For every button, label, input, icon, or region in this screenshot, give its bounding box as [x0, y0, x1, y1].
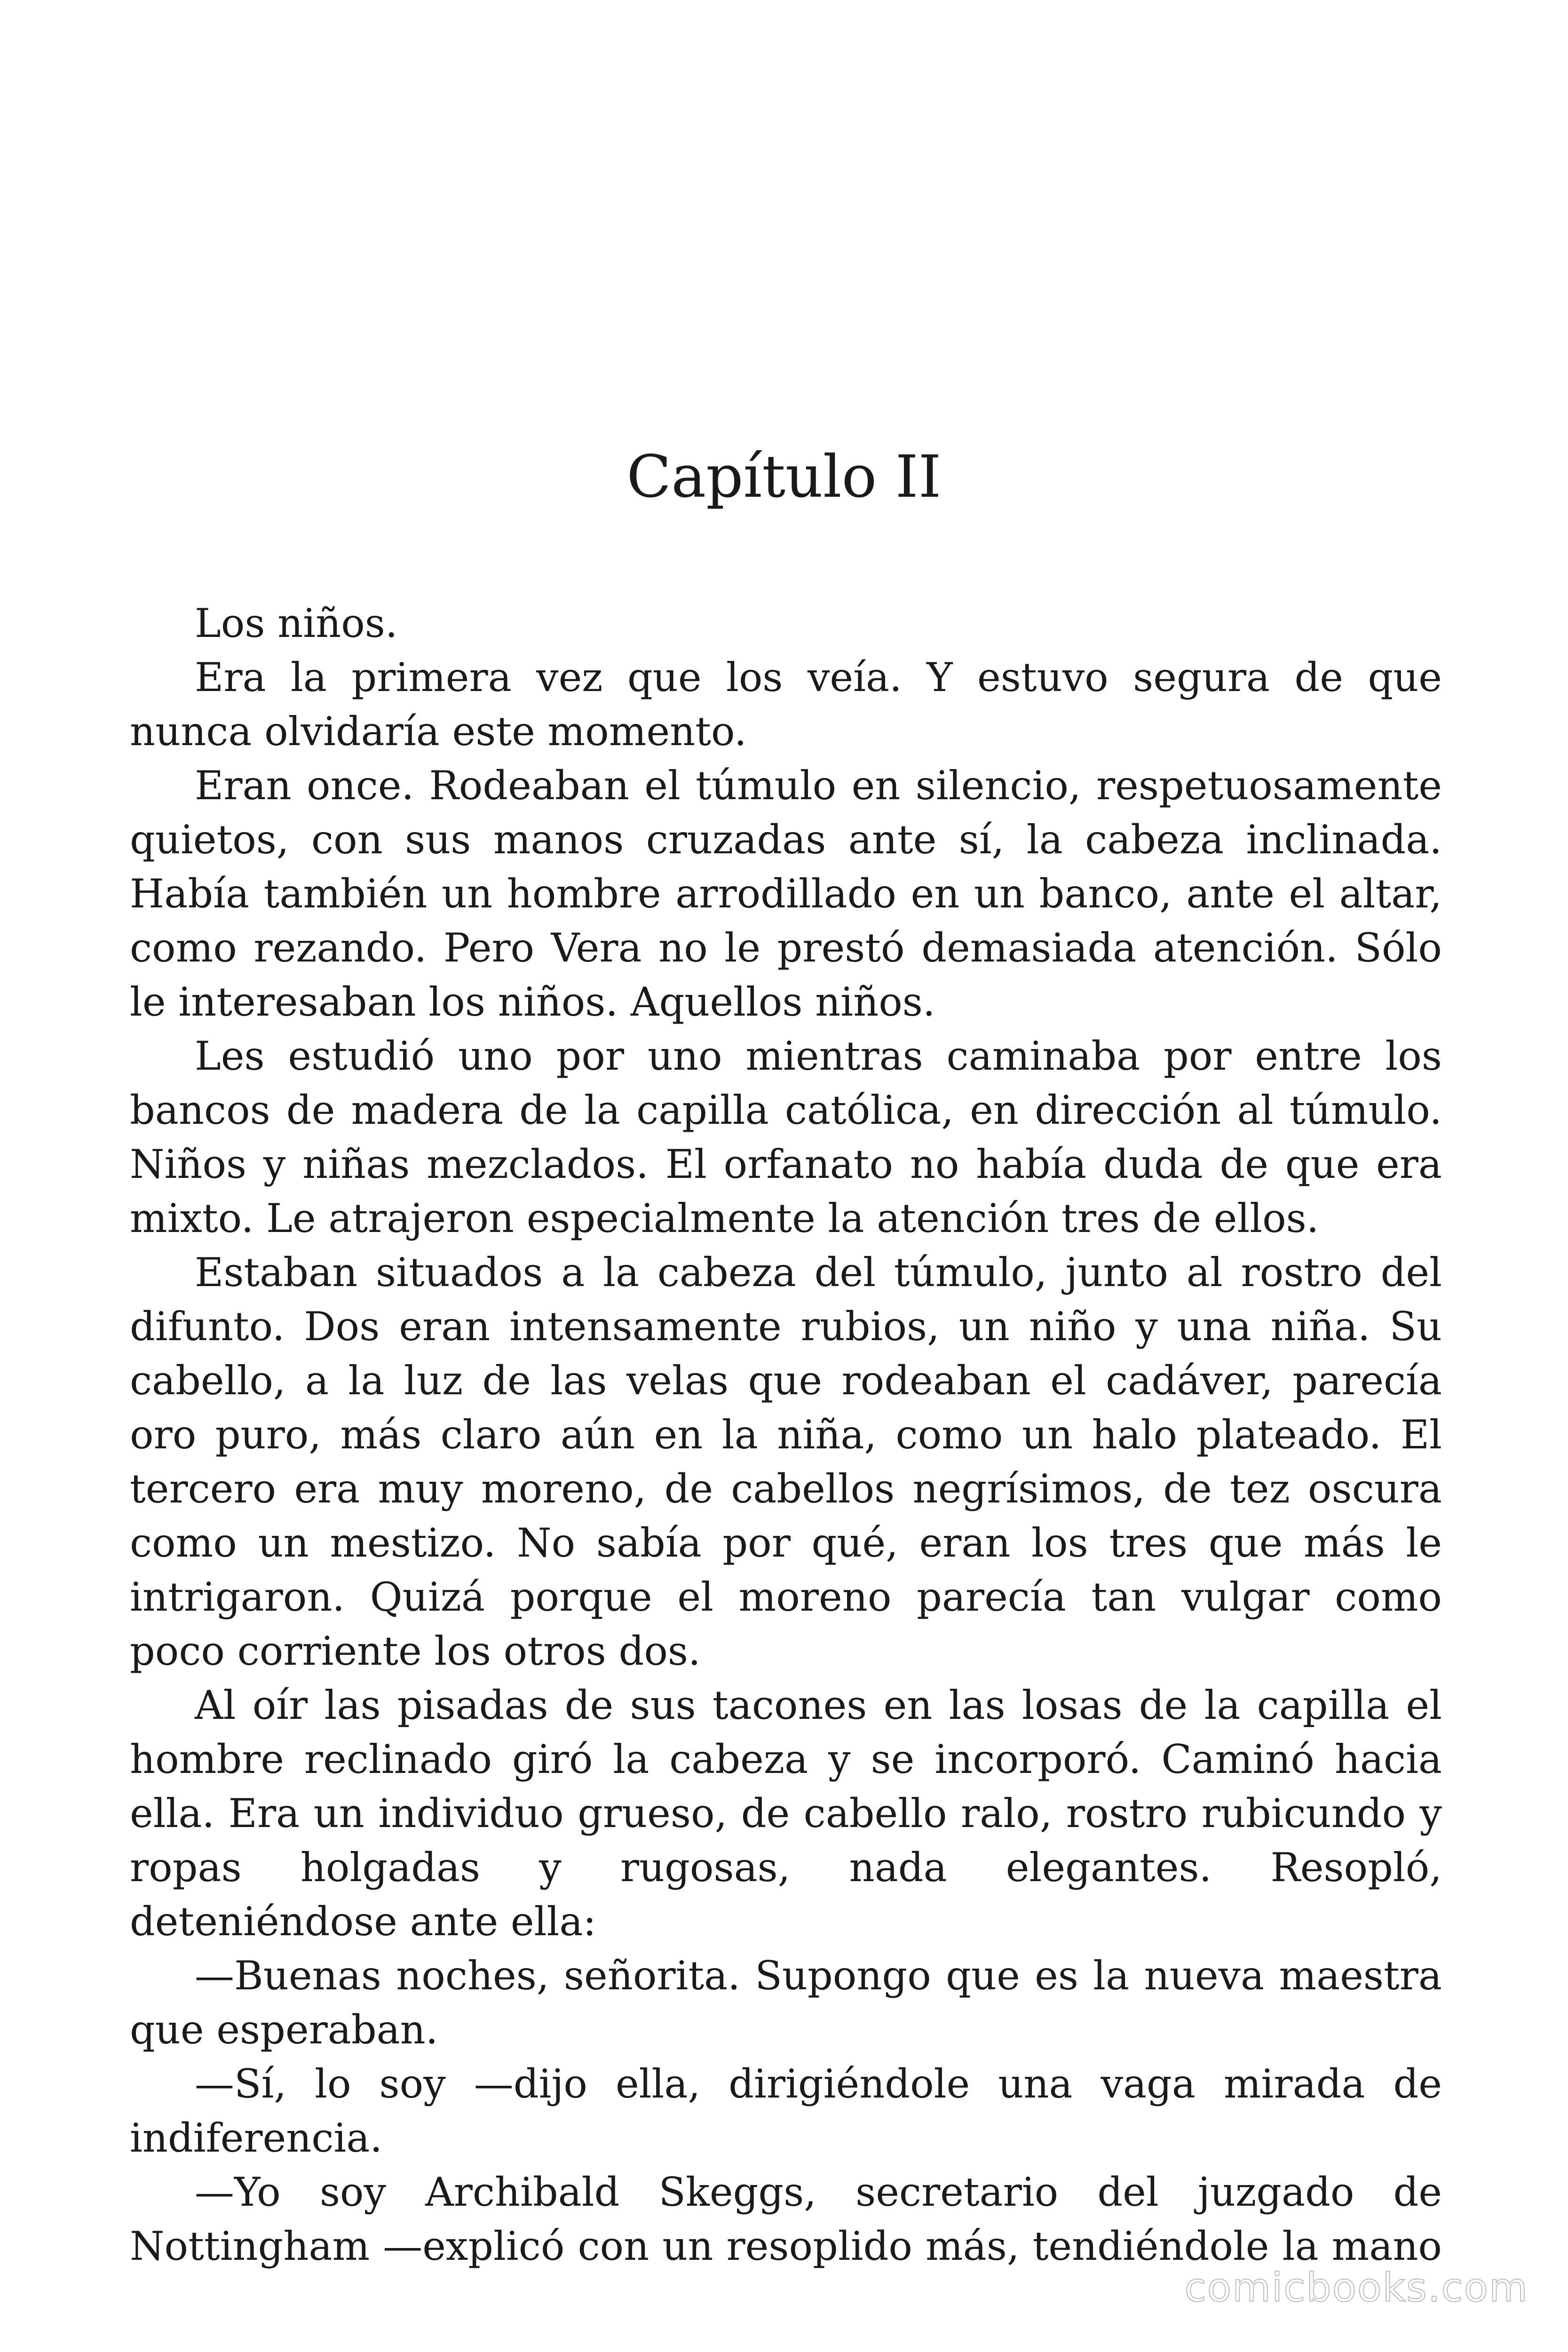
paragraph: Eran once. Rodeaban el túmulo en silencio, respetuosamente quietos, con sus manos cruzadas ante sí, la cabeza inclinada. Había también un hombre arrodillado en un banco, ante el altar, como rezando. Pero Vera no le prestó demasiada atención. Sólo le interesaban los niños. Aquellos niños. [130, 763, 1442, 1025]
paragraph: Estaban situados a la cabeza del túmulo, junto al rostro del difunto. Dos eran intensamente rubios, un niño y una niña. Su cabello, a la luz de las velas que rodeaban el cadáver, parecía oro puro, más claro aún en la niña, como un halo plateado. El tercero era muy moreno, de cabellos negrísimos, de tez oscura como un mestizo. No sabía por qué, eran los tres que más le intrigaron. Quizá porque el moreno parecía tan vulgar como poco corriente los otros dos. [130, 1249, 1442, 1674]
paragraph: —Buenas noches, señorita. Supongo que es la nueva maestra que esperaban. [130, 1953, 1442, 2053]
paragraph: Les estudió uno por uno mientras caminaba por entre los bancos de madera de la capilla católica, en dirección al túmulo. Niños y niñas mezclados. El orfanato no había duda de que era mixto. Le atrajeron especialmente la atención tres de ellos. [130, 1033, 1442, 1241]
chapter-body [130, 596, 1442, 2273]
paragraph: Al oír las pisadas de sus tacones en las losas de la capilla el hombre reclinado giró la cabeza y se incorporó. Caminó hacia ella. Era un individuo grueso, de cabello ralo, rostro rubicundo y ropas holgadas y rugosas, nada elegantes. Resopló, deteniéndose ante ella: [130, 1682, 1442, 1945]
paragraph: Era la primera vez que los veía. Y estuvo segura de que nunca olvidaría este momento. [130, 654, 1442, 755]
paragraph: —Sí, lo soy —dijo ella, dirigiéndole una vaga mirada de indiferencia. [130, 2061, 1442, 2161]
chapter-title: Capítulo II [626, 443, 942, 511]
paragraph: Los niños. [195, 600, 398, 646]
watermark-logo: comicbooks.com [1184, 2265, 1528, 2311]
paragraph: —Yo soy Archibald Skeggs, secretario del juzgado de Nottingham —explicó con un resoplido más, tendiéndole la mano [130, 2169, 1442, 2269]
